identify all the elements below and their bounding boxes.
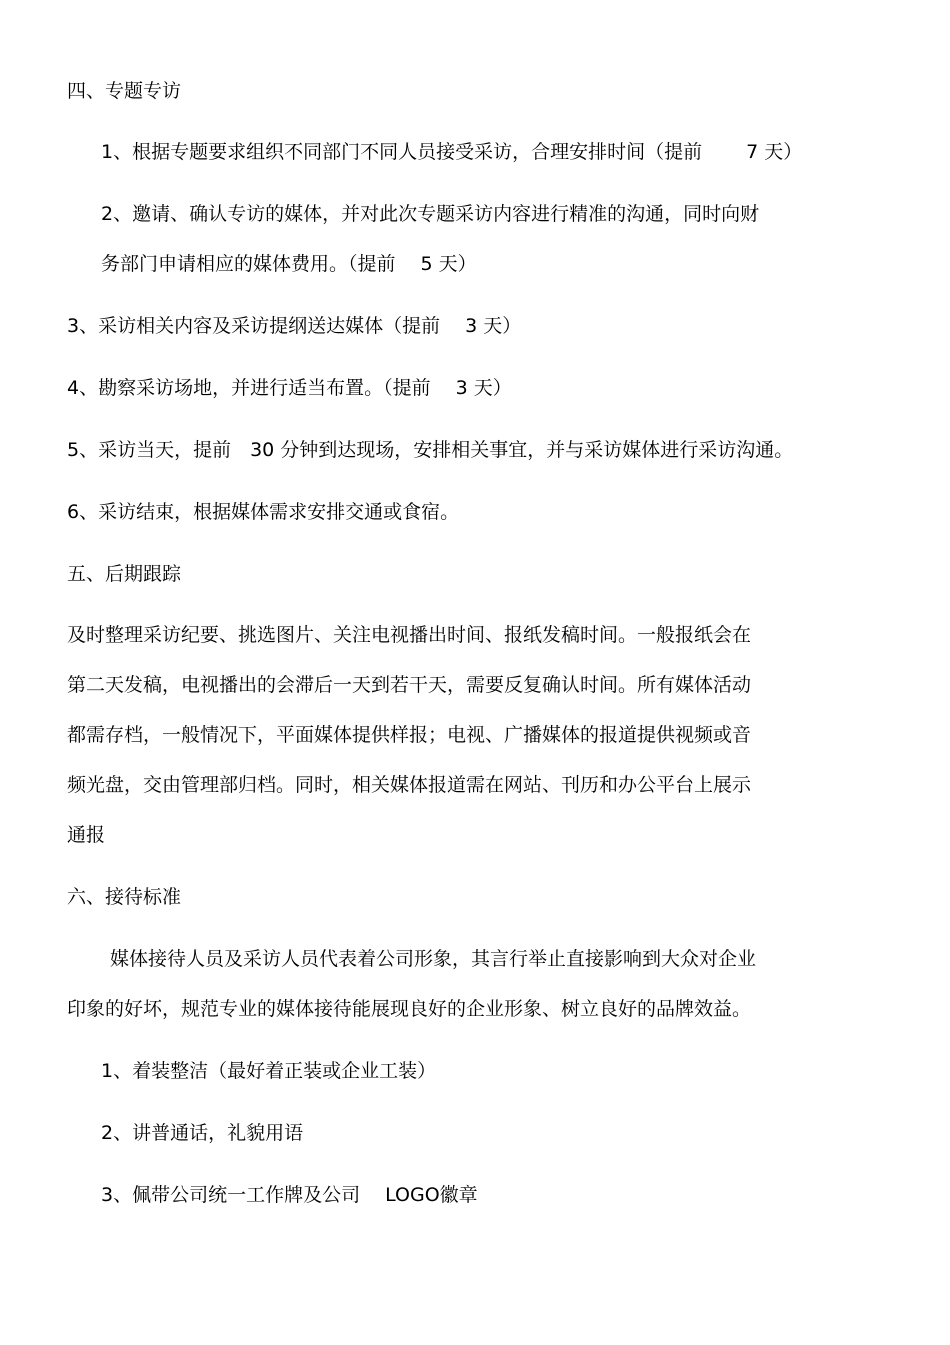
section-6-item-2: 2、讲普通话，礼貌用语 xyxy=(101,1122,304,1144)
section-5-paragraph-line-3: 都需存档，一般情况下，平面媒体提供样报；电视、广播媒体的报道提供视频或音 xyxy=(67,724,752,746)
section-5-paragraph-line-2: 第二天发稿，电视播出的会滞后一天到若干天，需要反复确认时间。所有媒体活动 xyxy=(67,674,752,696)
section-6-item-1: 1、着装整洁（最好着正装或企业工装） xyxy=(101,1060,437,1082)
section-4-item-1: 1、根据专题要求组织不同部门不同人员接受采访，合理安排时间（提前 7 天） xyxy=(101,141,803,163)
section-6-heading: 六、接待标准 xyxy=(67,886,182,908)
section-5-paragraph-line-1: 及时整理采访纪要、挑选图片、关注电视播出时间、报纸发稿时间。一般报纸会在 xyxy=(67,624,752,646)
section-4-item-3: 3、采访相关内容及采访提纲送达媒体（提前 3 天） xyxy=(67,315,522,337)
section-4-item-5: 5、采访当天，提前 30 分钟到达现场，安排相关事宜，并与采访媒体进行采访沟通。 xyxy=(67,439,794,461)
section-5-paragraph-line-5: 通报 xyxy=(67,824,106,846)
section-4-heading: 四、专题专访 xyxy=(67,80,182,102)
section-6-paragraph-line-1: 媒体接待人员及采访人员代表着公司形象，其言行举止直接影响到大众对企业 xyxy=(110,948,757,970)
section-4-item-6: 6、采访结束，根据媒体需求安排交通或食宿。 xyxy=(67,501,460,523)
section-6-paragraph-line-2: 印象的好坏，规范专业的媒体接待能展现良好的企业形象、树立良好的品牌效益。 xyxy=(67,998,752,1020)
section-5-paragraph-line-4: 频光盘，交由管理部归档。同时，相关媒体报道需在网站、刊历和办公平台上展示 xyxy=(67,774,752,796)
section-4-item-4: 4、勘察采访场地，并进行适当布置。（提前 3 天） xyxy=(67,377,512,399)
section-6-item-3: 3、佩带公司统一工作牌及公司 LOGO徽章 xyxy=(101,1184,478,1206)
section-5-heading: 五、后期跟踪 xyxy=(67,563,182,585)
section-4-item-2-line-2: 务部门申请相应的媒体费用。（提前 5 天） xyxy=(101,253,477,275)
section-4-item-2-line-1: 2、邀请、确认专访的媒体，并对此次专题采访内容进行精准的沟通，同时向财 xyxy=(101,203,760,225)
